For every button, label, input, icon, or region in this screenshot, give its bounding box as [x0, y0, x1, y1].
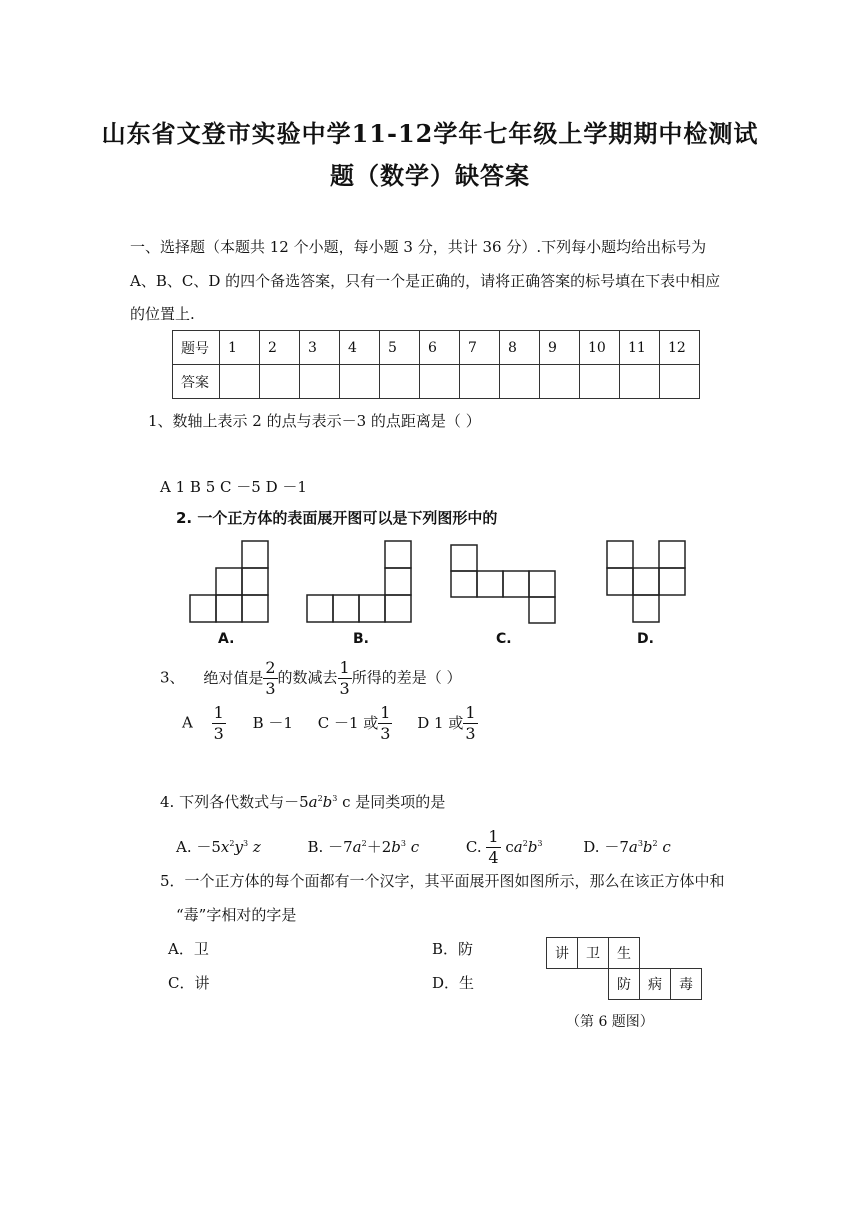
question-4-options — [176, 829, 671, 866]
answer-cell[interactable] — [620, 365, 660, 399]
answer-cell[interactable] — [660, 365, 700, 399]
table-cell-number: 2 — [260, 331, 300, 365]
fraction: $\frac{1}{4}$ — [488, 827, 499, 867]
answer-cell[interactable] — [300, 365, 340, 399]
table-cell-number: 10 — [580, 331, 620, 365]
net-cell: 毒 — [671, 969, 702, 1000]
fraction: $\frac{1}{3}$ — [465, 703, 476, 743]
question-4-stem: 4. 下列各代数式与$-5a^2b^3$ c 是同类项的是 — [160, 793, 446, 811]
question-5-option-b: B．防 — [432, 940, 474, 958]
question-5-stem-line1: 5．一个正方体的每个面都有一个汉字，其平面展开图如图所示，那么在该正方体中和 — [160, 872, 725, 890]
table-cell-number: 4 — [340, 331, 380, 365]
question-3-number: 3、 — [160, 668, 185, 687]
answer-cell[interactable] — [540, 365, 580, 399]
question-5-option-c: C．讲 — [168, 974, 210, 992]
question-1-stem: 1、数轴上表示 2 的点与表示－3 的点距离是（ ） — [148, 412, 481, 430]
question-3-text-1: 绝对值是 — [203, 668, 264, 687]
option-b: B －1 — [252, 713, 293, 732]
table-cell-number: 6 — [420, 331, 460, 365]
answer-cell[interactable] — [260, 365, 300, 399]
answer-table — [172, 330, 700, 399]
cube-net-b — [307, 541, 411, 622]
answer-cell[interactable] — [380, 365, 420, 399]
net-cell: 卫 — [578, 938, 609, 969]
table-cell-number: 5 — [380, 331, 420, 365]
figure-label-b: B. — [353, 631, 369, 647]
question-2-stem: 2. 一个正方体的表面展开图可以是下列图形中的 — [176, 509, 498, 527]
question-3-options — [182, 705, 478, 742]
figure-label-a: A. — [218, 631, 235, 647]
option-a: A. $-5x^2y^3$ z — [176, 837, 261, 856]
table-header-answer: 答案 — [173, 365, 220, 399]
question-5-stem-line2: “毒”字相对的字是 — [176, 906, 297, 924]
table-cell-number: 3 — [300, 331, 340, 365]
cube-net-c — [451, 545, 555, 623]
answer-table-answer-row — [173, 365, 700, 399]
figure-label-d: D. — [637, 631, 654, 647]
answer-cell[interactable] — [220, 365, 260, 399]
net-cell: 讲 — [547, 938, 578, 969]
section-instructions-line2: A、B、C、D 的四个备选答案，只有一个是正确的，请将正确答案的标号填在下表中相应 — [130, 272, 721, 290]
question-3-text-3: 所得的差是（ ） — [351, 668, 462, 687]
fraction: $\frac{1}{3}$ — [380, 703, 391, 743]
question-5-option-d: D．生 — [432, 974, 475, 992]
question-1-options: A 1 B 5 C －5 D －1 — [160, 478, 307, 496]
table-header-question-no: 题号 — [173, 331, 220, 365]
option-c: C. $\frac{1}{4}$ $ca^2b^3$ — [465, 827, 543, 867]
section-instructions-line3: 的位置上. — [130, 305, 195, 323]
answer-cell[interactable] — [420, 365, 460, 399]
figure-caption: （第 6 题图） — [566, 1014, 654, 1030]
answer-table-number-row — [173, 331, 700, 365]
option-a-label: A — [182, 713, 193, 732]
cube-net-a — [190, 541, 268, 622]
net-cell: 病 — [640, 969, 671, 1000]
table-cell-number: 7 — [460, 331, 500, 365]
net-cell: 防 — [609, 969, 640, 1000]
section-instructions-line1: 一、选择题（本题共 12 个小题，每小题 3 分，共计 36 分）.下列每小题均给出标号为 — [130, 238, 707, 256]
fraction: $\frac{1}{3}$ — [213, 703, 224, 743]
option-d: D. $-7a^3b^2$ c — [583, 837, 671, 856]
net-cell: 生 — [609, 938, 640, 969]
answer-cell[interactable] — [500, 365, 540, 399]
answer-cell[interactable] — [460, 365, 500, 399]
figure-label-c: C. — [496, 631, 512, 647]
table-cell-number: 8 — [500, 331, 540, 365]
question-3-stem — [160, 660, 462, 697]
cube-net-figures — [180, 535, 700, 630]
page-title-line1: 山东省文登市实验中学11-12学年七年级上学期期中检测试 — [101, 119, 759, 148]
page-title-line2: 题（数学）缺答案 — [330, 161, 530, 190]
table-cell-number: 1 — [220, 331, 260, 365]
table-cell-number: 12 — [660, 331, 700, 365]
option-d-label: D 1 或 — [417, 713, 464, 732]
character-cube-net — [546, 937, 702, 1000]
fraction: $\frac{1}{3}$ — [339, 658, 350, 698]
table-cell-number: 9 — [540, 331, 580, 365]
option-b: B. $-7a^2+2b^3$ c — [307, 837, 420, 856]
answer-cell[interactable] — [580, 365, 620, 399]
option-c-label: C －1 或 — [317, 713, 379, 732]
table-cell-number: 11 — [620, 331, 660, 365]
question-5-option-a: A．卫 — [168, 940, 209, 958]
question-3-text-2: 的数减去 — [277, 668, 338, 687]
answer-cell[interactable] — [340, 365, 380, 399]
fraction: $\frac{2}{3}$ — [265, 658, 276, 698]
cube-net-d — [607, 541, 685, 622]
